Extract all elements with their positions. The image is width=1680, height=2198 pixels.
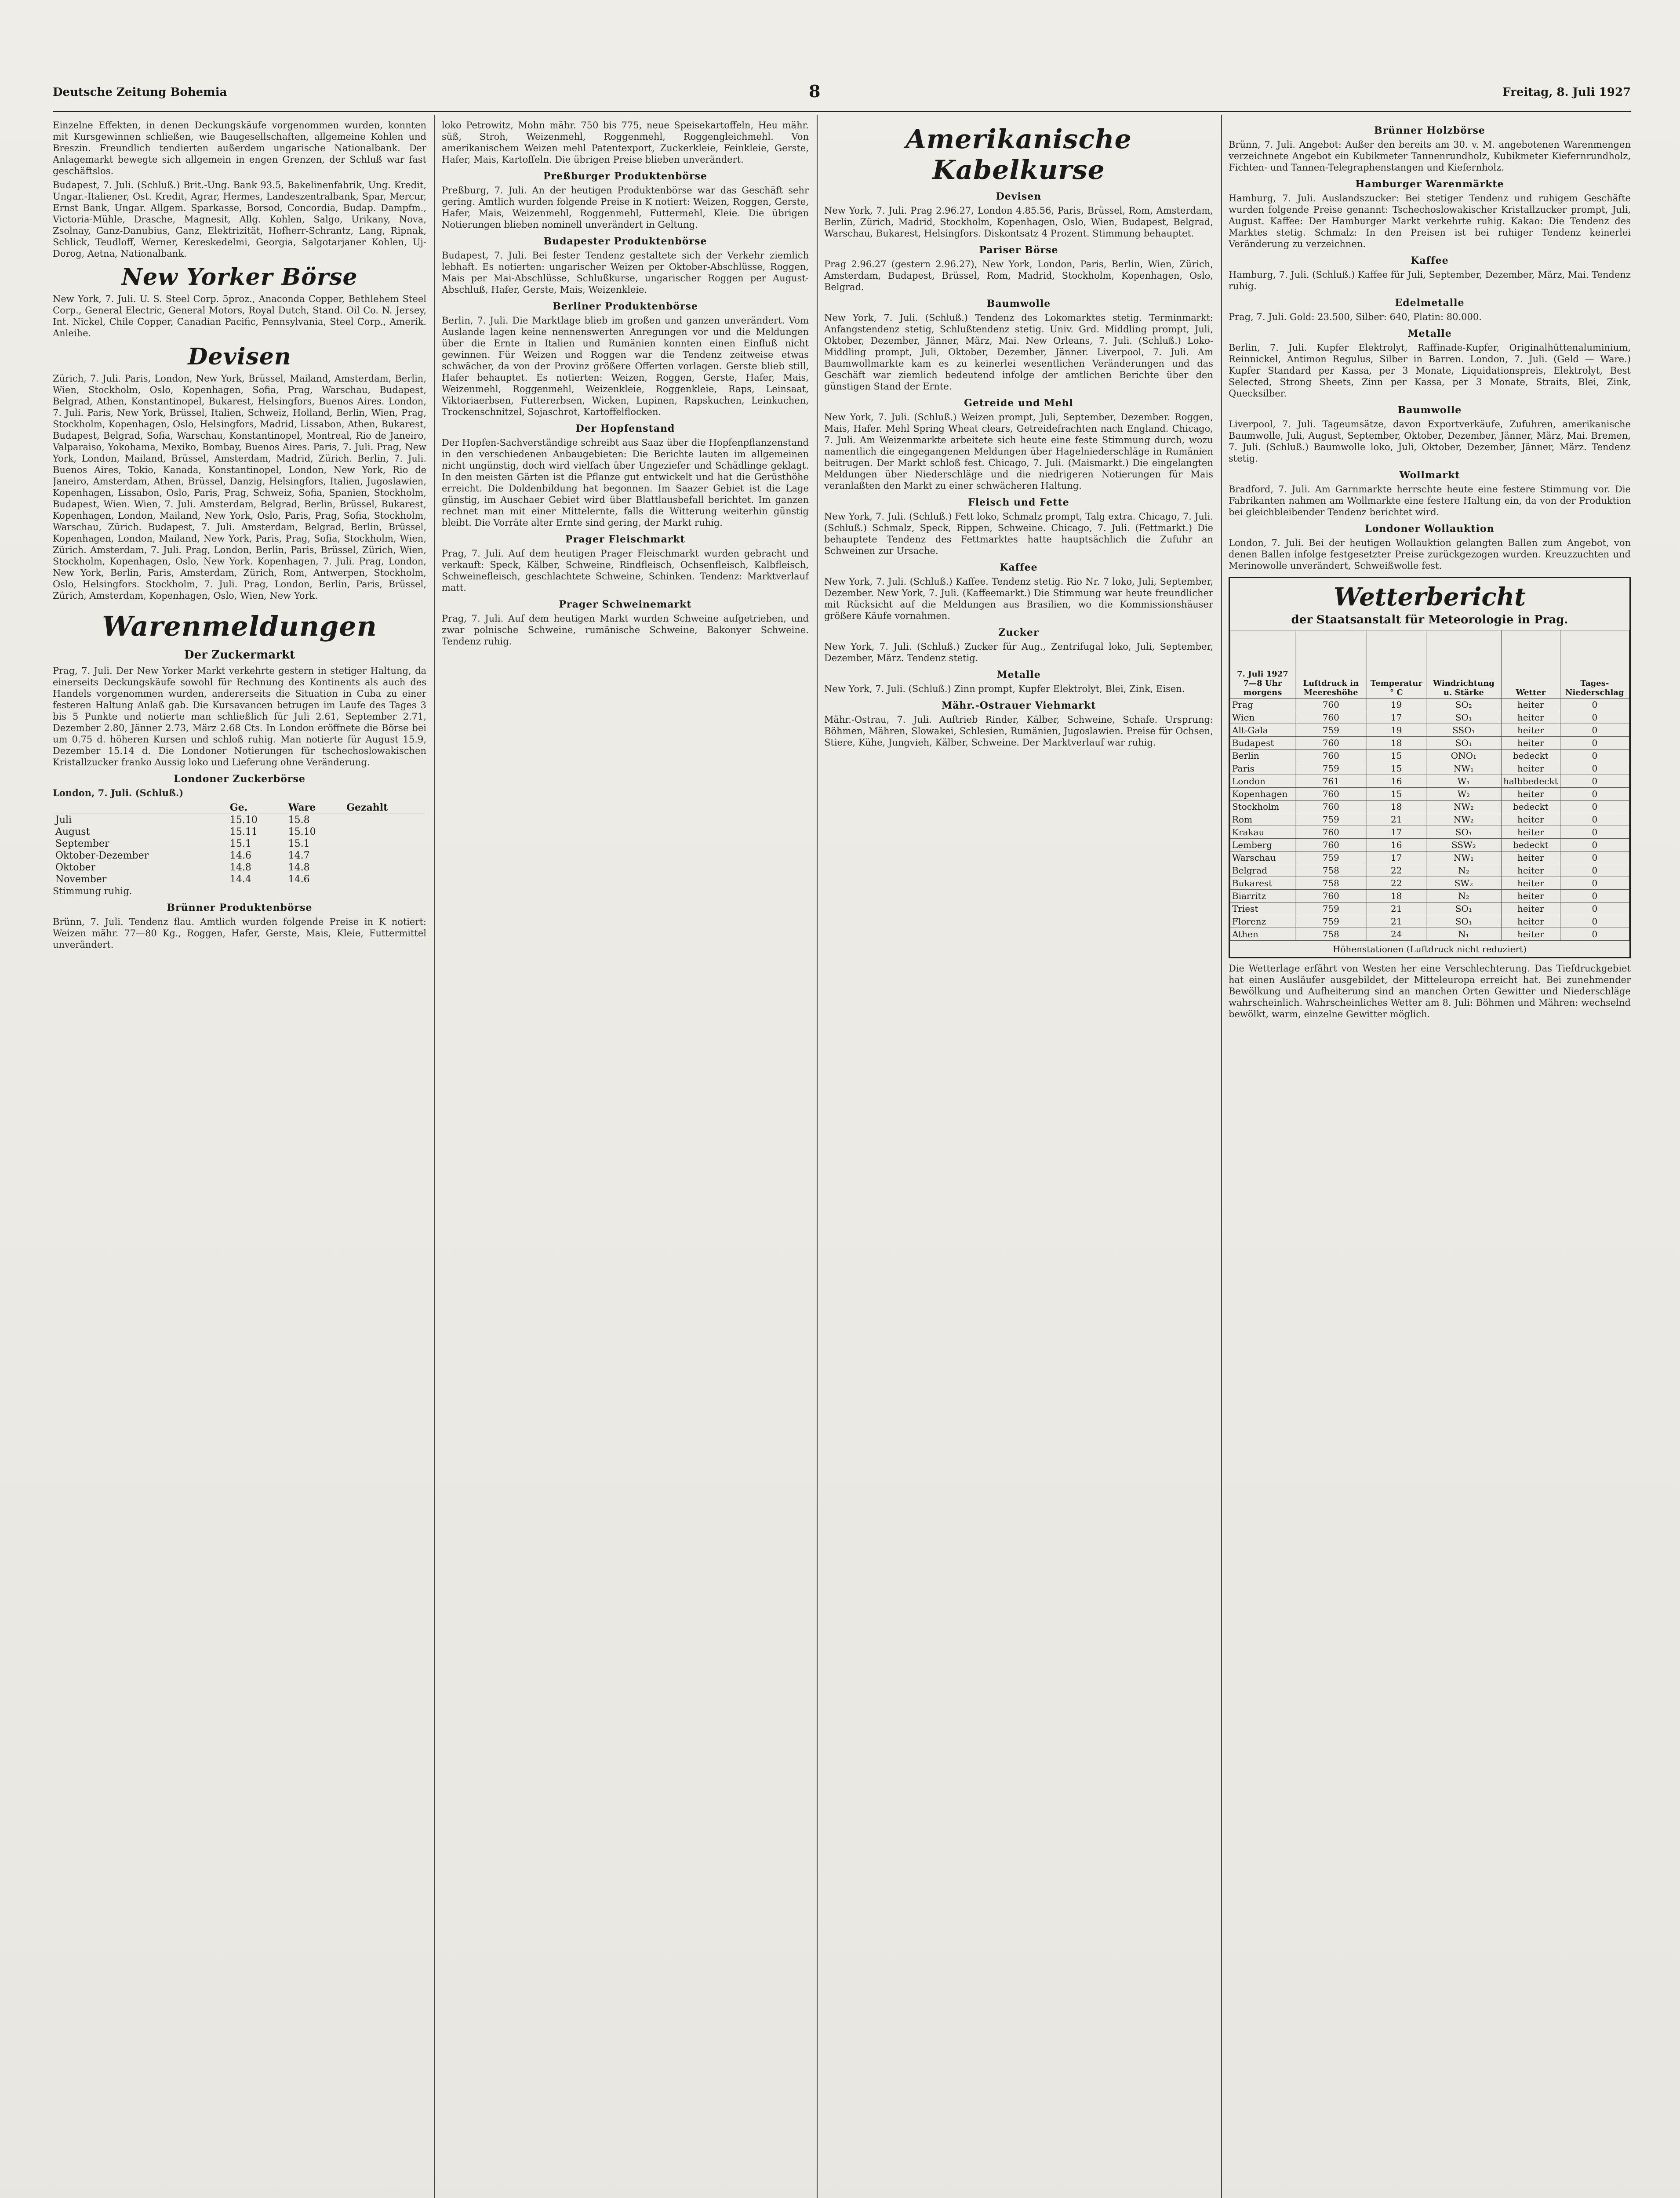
column-3 xyxy=(824,120,1213,2198)
table-header-row xyxy=(1230,630,1629,699)
table-cell: heiter xyxy=(1502,788,1560,801)
table-cell: W₁ xyxy=(1426,775,1501,788)
masthead-title: Deutsche Zeitung Bohemia xyxy=(53,86,227,99)
issue-date: Freitag, 8. Juli 1927 xyxy=(1502,86,1631,99)
article-text: Der Hopfen-Sachverständige schreibt aus Saaz über die Hopfenpflanzenstand in den verschiedenen Anbaugebieten: Die Berichte lauten im allgemeinen nicht ungünstig, doch wird vielfach über Ungeziefer und Schädlinge geklagt. In den meisten Gärten ist die Pflanze gut entwickelt und hat die Gerüsthöhe erreicht. Die Doldenbildung hat begonnen. Im Saazer Gebiet ist die Lage günstig, im Auschaer Gebiet wird über Blattlausbefall berichtet. Im ganzen rechnet man mit einer Mittelernte, falls die Witterung weiterhin günstig bleibt. Die Vorräte alter Ernte sind gering, der Markt ruhig. xyxy=(442,437,809,528)
table-cell: Warschau xyxy=(1230,852,1295,864)
section-heading: Amerikanische Kabelkurse xyxy=(905,124,1132,186)
table-row xyxy=(1230,877,1629,890)
table-cell: 15.10 xyxy=(229,815,258,826)
table-cell: 759 xyxy=(1295,724,1367,737)
subsection-heading: Zucker xyxy=(998,627,1039,638)
table-cell: 0 xyxy=(1560,813,1629,826)
table-cell: bedeckt xyxy=(1502,750,1560,762)
column-divider xyxy=(1221,115,1222,2198)
table-cell: 15.8 xyxy=(288,815,310,826)
table-cell: 17 xyxy=(1367,852,1426,864)
table-cell: 0 xyxy=(1560,890,1629,902)
article-text: Hamburg, 7. Juli. Auslandszucker: Bei stetiger Tendenz und ruhigem Geschäfte wurden folgende Preise genannt: Tschechoslowakischer Kristallzucker prompt, Juli, August. Kaffee: Der Hamburger Markt verkehrte ruhig. Kakao: Die Tendenz des Marktes stetig. Schmalz: In den Preisen ist bei ruhiger Tendenz keinerlei Veränderung zu verzeichnen. xyxy=(1229,193,1631,249)
table-cell: 0 xyxy=(1560,762,1629,775)
weather-report-box xyxy=(1229,577,1631,958)
table-row xyxy=(53,850,426,862)
subsection-heading: Pariser Börse xyxy=(979,244,1058,256)
table-row xyxy=(1230,890,1629,902)
table-cell: bedeckt xyxy=(1502,839,1560,852)
table-cell: 0 xyxy=(1560,826,1629,839)
article-text: Berlin, 7. Juli. Kupfer Elektrolyt, Raffinade-Kupfer, Originalhüttenaluminium, Reinnickel, Antimon Regulus, Silber in Barren. London, 7. Juli. (Geld — Ware.) Kupfer Standard per Kassa, per 3 Monate, Liquidationspreis, Elektrolyt, Best Selected, Strong Sheets, Zinn per Kassa, per 3 Monate, Straits, Blei, Zink, Quecksilber. xyxy=(1229,342,1631,399)
table-cell: 18 xyxy=(1367,890,1426,902)
table-row xyxy=(1230,711,1629,724)
table-cell: SW₂ xyxy=(1426,877,1501,890)
table-row xyxy=(1230,762,1629,775)
table-cell: 760 xyxy=(1295,788,1367,801)
subsection-heading: Baumwolle xyxy=(986,298,1051,309)
table-cell: 0 xyxy=(1560,737,1629,750)
table-cell: 19 xyxy=(1367,724,1426,737)
subsection-heading: Brünner Holzbörse xyxy=(1374,125,1485,136)
table-cell: 16 xyxy=(1367,775,1426,788)
table-cell: 760 xyxy=(1295,826,1367,839)
subsection-heading: Hamburger Warenmärkte xyxy=(1355,178,1504,190)
article-text: Prag, 7. Juli. Der New Yorker Markt verkehrte gestern in stetiger Haltung, da einerseits Deckungskäufe sowohl für Rechnung des Kontinents als auch des Handels vorgenommen wurden, andererseits die Situation in Cuba zu einer festeren Haltung Anlaß gab. Die Kursavancen betrugen im Laufe des Tages 3 bis 5 Punkte und notierte man schließlich für Juli 2.61, September 2.71, Dezember 2.80, Jänner 2.73, März 2.68 Cts. In London eröffnete die Börse bei um 0.75 d. höheren Kursen und schloß ruhig. Man notierte für August 15.9, Dezember 15.14 d. Die Londoner Notierungen für tschechoslowakischen Kristallzucker franko Aussig loko und Lieferung ohne Veränderung. xyxy=(53,666,426,768)
subsection-heading: Preßburger Produktenbörse xyxy=(543,171,708,182)
table-cell: Belgrad xyxy=(1230,864,1295,877)
table-row xyxy=(1230,915,1629,928)
table-cell: bedeckt xyxy=(1502,801,1560,813)
market-note: Stimmung ruhig. xyxy=(53,886,132,896)
table-row xyxy=(1230,724,1629,737)
weather-title: Wetterbericht xyxy=(1333,582,1526,611)
subsection-heading: Getreide und Mehl xyxy=(964,397,1073,409)
table-cell: 17 xyxy=(1367,711,1426,724)
table-cell: 758 xyxy=(1295,877,1367,890)
column-divider xyxy=(817,115,818,2198)
table-cell: heiter xyxy=(1502,890,1560,902)
table-cell: SO₂ xyxy=(1426,699,1501,711)
article-text: New York, 7. Juli. (Schluß.) Zinn prompt, Kupfer Elektrolyt, Blei, Zink, Eisen. xyxy=(824,684,1185,694)
table-cell: 0 xyxy=(1560,775,1629,788)
table-row xyxy=(53,862,426,873)
article-text: Zürich, 7. Juli. Paris, London, New York, Brüssel, Mailand, Amsterdam, Berlin, Wien, Stockholm, Oslo, Kopenhagen, Sofia, Prag, Warschau, Budapest, Belgrad, Athen, Konstantinopel, Bukarest, Helsingfors, Buenos Aires. London, 7. Juli. Paris, New York, Brüssel, Italien, Schweiz, Holland, Berlin, Wien, Prag, Stockholm, Kopenhagen, Oslo, Helsingfors, Madrid, Lissabon, Athen, Bukarest, Budapest, Belgrad, Sofia, Warschau, Konstantinopel, Montreal, Rio de Janeiro, Valparaiso, Yokohama, Mexiko, Bombay, Buenos Aires. Paris, 7. Juli. Prag, New York, London, Mailand, Brüssel, Amsterdam, Madrid, Zürich. Berlin, 7. Juli. Buenos Aires, Tokio, Kanada, Konstantinopel, London, New York, Rio de Janeiro, Amsterdam, Athen, Brüssel, Danzig, Helsingfors, Italien, Jugoslawien, Kopenhagen, Lissabon, Oslo, Paris, Prag, Schweiz, Sofia, Spanien, Stockholm, Budapest, Wien. Wien, 7. Juli. Amsterdam, Belgrad, Berlin, Brüssel, Bukarest, Kopenhagen, London, Mailand, New York, Oslo, Paris, Prag, Sofia, Stockholm, Warschau, Zürich. Budapest, 7. Juli. Amsterdam, Belgrad, Berlin, Brüssel, Kopenhagen, London, Mailand, New York, Paris, Prag, Sofia, Stockholm, Wien, Zürich. Amsterdam, 7. Juli. Prag, London, Berlin, Paris, Brüssel, Zürich, Wien, Stockholm, Kopenhagen, Oslo, New York. Kopenhagen, 7. Juli. Prag, London, New York, Berlin, Paris, Amsterdam, Zürich, Rom, Antwerpen, Stockholm, Oslo, Helsingfors. Stockholm, 7. Juli. Prag, London, Berlin, Paris, Brüssel, Zürich, Amsterdam, Kopenhagen, Oslo, Wien, New York. xyxy=(53,373,426,601)
table-cell: Florenz xyxy=(1230,915,1295,928)
table-row xyxy=(1230,737,1629,750)
table-cell: heiter xyxy=(1502,864,1560,877)
article-text: New York, 7. Juli. (Schluß.) Tendenz des Lokomarktes stetig. Terminmarkt: Anfangstendenz stetig, Schlußtendenz stetig. Univ. Grd. Middling prompt, Juli, Oktober, Dezember, Jänner, März, Mai. New Orleans, 7. Juli. (Schluß.) Loko-Middling prompt, Juli, Oktober, Dezember, Jänner. Liverpool, 7. Juli. Am Baumwollmarkte kam es zu keinerlei wesentlichen Veränderungen und das Geschäft war ziemlich bedeutend infolge der amtlichen Berichte über den günstigen Stand der Ernte. xyxy=(824,313,1213,392)
article-text: Prag 2.96.27 (gestern 2.96.27), New York, London, Paris, Berlin, Wien, Zürich, Amsterdam, Budapest, Brüssel, Rom, Madrid, Stockholm, Kopenhagen, Oslo, Belgrad. xyxy=(824,259,1213,292)
table-cell: 21 xyxy=(1367,813,1426,826)
article-text: New York, 7. Juli. (Schluß.) Kaffee. Tendenz stetig. Rio Nr. 7 loko, Juli, September, Dezember. New York, 7. Juli. (Kaffeemarkt.) Die Stimmung war heute freundlicher mit Rücksicht auf die Meldungen aus Brasilien, wo die Kommissionshäuser größere Käufe vornahmen. xyxy=(824,576,1213,621)
column-1 xyxy=(53,120,426,2198)
table-row xyxy=(1230,813,1629,826)
table-cell: 760 xyxy=(1295,737,1367,750)
table-cell: SSO₁ xyxy=(1426,724,1501,737)
article-text: New York, 7. Juli. (Schluß.) Zucker für Aug., Zentrifugal loko, Juli, September, Dezember, März. Tendenz stetig. xyxy=(824,641,1213,663)
weather-forecast-text: Die Wetterlage erfährt von Westen her eine Verschlechterung. Das Tiefdruckgebiet hat einen Ausläufer ausgebildet, der Mitteleuropa erreicht hat. Bei zunehmender Bewölkung und Aufheiterung sind an manchen Orten Gewitter und Niederschläge wahrscheinlich. Wahrscheinliches Wetter am 8. Juli: Böhmen und Mähren: wechselnd bewölkt, warm, einzelne Gewitter möglich. xyxy=(1229,963,1631,1019)
table-cell: Bukarest xyxy=(1230,877,1295,890)
table-cell: November xyxy=(55,874,107,885)
table-row xyxy=(53,873,426,885)
article-text: Budapest, 7. Juli. (Schluß.) Brit.-Ung. Bank 93.5, Bakelinenfabrik, Ung. Kredit, Ungar.-Italiener, Ost. Kredit, Agrar, Hermes, Landeszentralbank, Spar, Mercur, Ernst Bank, Ungar. Allgem. Sparkasse, Borsod, Concordia, Budap. Dampfm., Victoria-Mühle, Drasche, Magnesit, Allg. Kohlen, Salgo, Urikany, Nova, Zsolnay, Ganz-Danubius, Ganz, Elektrizität, Hofherr-Schrantz, Lang, Ripnak, Schlick, Teudloff, Werner, Kereskedelmi, Georgia, Salgotarjaner Kohlen, Uj-Dorog, Aetna, Nationalbank. xyxy=(53,180,426,259)
table-cell: 18 xyxy=(1367,801,1426,813)
section-heading: New Yorker Börse xyxy=(121,264,358,291)
table-cell: 759 xyxy=(1295,762,1367,775)
table-cell: Paris xyxy=(1230,762,1295,775)
section-heading: Devisen xyxy=(188,343,291,370)
table-cell: Juli xyxy=(55,815,72,826)
table-cell: NW₁ xyxy=(1426,762,1501,775)
subsection-heading: Kaffee xyxy=(1000,562,1038,573)
table-cell: Wien xyxy=(1230,711,1295,724)
page-number: 8 xyxy=(809,81,821,101)
table-cell: Stockholm xyxy=(1230,801,1295,813)
table-cell: heiter xyxy=(1502,826,1560,839)
table-cell: heiter xyxy=(1502,711,1560,724)
table-cell: 761 xyxy=(1295,775,1367,788)
table-header-cell: Tages-Niederschlag xyxy=(1560,630,1629,699)
weather-table xyxy=(1230,630,1629,941)
table-row xyxy=(1230,788,1629,801)
table-cell: 0 xyxy=(1560,915,1629,928)
article-text: Berlin, 7. Juli. Die Marktlage blieb im großen und ganzen unverändert. Vom Auslande lagen keine nennenswerten Anregungen vor und die Meldungen über die Ernte in Italien und Rumänien konnten einen Einfluß nicht gewinnen. Für Weizen und Roggen war die Tendenz zeitweise etwas schwächer, da von der Provinz größere Offerten vorlagen. Gerste blieb still, Hafer behauptet. Es notierten: Weizen, Roggen, Gerste, Hafer, Mais, Weizenmehl, Roggenmehl, Weizenkleie, Roggenkleie, Raps, Leinsaat, Viktoriaerbsen, Futtererbsen, Wicken, Lupinen, Rapskuchen, Leinkuchen, Trockenschnitzel, Sojaschrot, Kartoffelflocken. xyxy=(442,315,809,417)
table-cell: SO₁ xyxy=(1426,826,1501,839)
table-cell: SSW₂ xyxy=(1426,839,1501,852)
table-cell: 760 xyxy=(1295,711,1367,724)
subsection-heading: Metalle xyxy=(1407,328,1452,339)
table-row xyxy=(53,814,426,826)
table-cell: 24 xyxy=(1367,928,1426,941)
article-text: Budapest, 7. Juli. Bei fester Tendenz gestaltete sich der Verkehr ziemlich lebhaft. Es notierten: ungarischer Weizen per Oktober-Abschlüsse, Roggen, Mais per Mai-Abschlüsse, Schlußkurse, ungarischer Roggen per August-Abschluß, Hafer, Gerste, Mais, Weizenkleie. xyxy=(442,250,809,295)
table-row xyxy=(1230,864,1629,877)
table-cell: heiter xyxy=(1502,902,1560,915)
article-text: New York, 7. Juli. U. S. Steel Corp. 5proz., Anaconda Copper, Bethlehem Steel Corp., General Electric, General Motors, Royal Dutch, Stand. Oil Co. N. Jersey, Int. Nickel, Chile Copper, Canadian Pacific, Pennsylvania, Steel Corp., Amerik. Anleihe. xyxy=(53,294,426,338)
table-cell: 760 xyxy=(1295,890,1367,902)
table-cell: N₂ xyxy=(1426,864,1501,877)
table-cell: 759 xyxy=(1295,813,1367,826)
table-row xyxy=(1230,826,1629,839)
table-cell: 15.10 xyxy=(288,826,316,837)
table-cell: Krakau xyxy=(1230,826,1295,839)
table-row xyxy=(1230,839,1629,852)
article-text: Brünn, 7. Juli. Angebot: Außer den bereits am 30. v. M. angebotenen Warenmengen verzeichnete Angebot ein Kubikmeter Tannenrundholz, Kubikmeter Kiefernrundholz, Fichten- und Tannen-Telegraphenstangen und Kiefernholz. xyxy=(1229,139,1631,173)
table-cell: Athen xyxy=(1230,928,1295,941)
table-cell: heiter xyxy=(1502,877,1560,890)
table-header-cell: Ge. xyxy=(227,801,286,814)
table-cell: 0 xyxy=(1560,839,1629,852)
article-text: Preßburg, 7. Juli. An der heutigen Produktenbörse war das Geschäft sehr gering. Amtlich wurden folgende Preise in K notiert: Weizen, Roggen, Gerste, Hafer, Mais, Weizenmehl, Roggenmehl, Futtermehl, Kleie. Die übrigen Notierungen blieben nominell unverändert in Geltung. xyxy=(442,185,809,230)
table-cell: heiter xyxy=(1502,724,1560,737)
table-cell: 15 xyxy=(1367,750,1426,762)
subsection-heading: Prager Schweinemarkt xyxy=(559,599,692,610)
table-row xyxy=(1230,852,1629,864)
weather-time: 7—8 Uhr morgens xyxy=(1243,679,1282,697)
subsection-heading: Prager Fleischmarkt xyxy=(565,534,685,545)
table-row xyxy=(53,826,426,838)
article-text: Einzelne Effekten, in denen Deckungskäufe vorgenommen wurden, konnten mit Kursgewinnen schließen, wie Baugesellschaften, allgemeine Kohlen und Breszin. Freundlich tendierten außerdem ungarische Nationalbank. Der Anlagemarkt bewegte sich allgemein in engen Grenzen, der Schluß war fast geschäftslos. xyxy=(53,120,426,176)
table-cell: Lemberg xyxy=(1230,839,1295,852)
table-cell: SO₁ xyxy=(1426,902,1501,915)
subsection-heading: Londoner Wollauktion xyxy=(1365,523,1495,535)
table-cell: 19 xyxy=(1367,699,1426,711)
table-row xyxy=(1230,750,1629,762)
table-cell: 0 xyxy=(1560,801,1629,813)
article-text: loko Petrowitz, Mohn mähr. 750 bis 775, neue Speisekartoffeln, Heu mähr. süß, Stroh, Weizenmehl, Roggenmehl, Roggengleichmehl. Von amerikanischem Weizen mehl Patentexport, Zuckerkleie, Feinkleie, Gerste, Hafer, Mais, Kartoffeln. Die übrigen Preise blieben unverändert. xyxy=(442,120,809,165)
table-cell: ONO₁ xyxy=(1426,750,1501,762)
table-header-cell xyxy=(53,801,227,814)
table-cell: N₁ xyxy=(1426,928,1501,941)
table-cell: Rom xyxy=(1230,813,1295,826)
table-header-cell: Temperatur ° C xyxy=(1367,630,1426,699)
table-cell: 15 xyxy=(1367,762,1426,775)
table-cell: heiter xyxy=(1502,928,1560,941)
subsection-heading: Metalle xyxy=(996,669,1041,681)
table-cell: 15.11 xyxy=(229,826,258,837)
table-cell: 14.7 xyxy=(288,850,310,861)
table-cell: Kopenhagen xyxy=(1230,788,1295,801)
table-cell: SO₁ xyxy=(1426,915,1501,928)
subsection-heading: Mähr.-Ostrauer Viehmarkt xyxy=(941,700,1096,711)
table-cell: heiter xyxy=(1502,762,1560,775)
table-row xyxy=(1230,928,1629,941)
table-cell: 760 xyxy=(1295,839,1367,852)
table-cell: N₂ xyxy=(1426,890,1501,902)
table-cell: 0 xyxy=(1560,750,1629,762)
subsection-heading: Berliner Produktenbörse xyxy=(553,301,698,312)
table-cell: SO₁ xyxy=(1426,737,1501,750)
dateline: London, 7. Juli. (Schluß.) xyxy=(53,787,184,798)
table-cell: 18 xyxy=(1367,737,1426,750)
column-divider xyxy=(434,115,435,2198)
table-cell: Prag xyxy=(1230,699,1295,711)
article-text: New York, 7. Juli. (Schluß.) Fett loko, Schmalz prompt, Talg extra. Chicago, 7. Juli. (Schluß.) Schmalz, Speck, Rippen, Schweine. Chicago, 7. Juli. (Fettmarkt.) Die behauptete Tendenz des Fettmarktes hatte hauptsächlich die Zufuhr an Schweinen zur Ursache. xyxy=(824,511,1213,556)
table-cell: September xyxy=(55,838,109,849)
article-text: Mähr.-Ostrau, 7. Juli. Auftrieb Rinder, Kälber, Schweine, Schafe. Ursprung: Böhmen, Mähren, Slowakei, Schlesien, Rumänien, Jugoslawien. Preise für Ochsen, Stiere, Kühe, Jungvieh, Kälber, Schweine. Der Marktverlauf war ruhig. xyxy=(824,714,1213,748)
subsection-heading: Londoner Zuckerbörse xyxy=(174,773,305,785)
table-cell: 22 xyxy=(1367,864,1426,877)
table-cell: Biarritz xyxy=(1230,890,1295,902)
sugar-price-table xyxy=(53,801,426,885)
table-cell: SO₁ xyxy=(1426,711,1501,724)
table-cell: NW₂ xyxy=(1426,801,1501,813)
table-cell: Alt-Gala xyxy=(1230,724,1295,737)
table-cell: 0 xyxy=(1560,852,1629,864)
table-cell: 758 xyxy=(1295,864,1367,877)
article-text: Bradford, 7. Juli. Am Garnmarkte herrschte heute eine festere Stimmung vor. Die Fabrikanten nahmen am Wollmarkte eine festere Haltung ein, da von der Produktion bei gleichbleibender Tendenz berichtet wird. xyxy=(1229,484,1631,517)
subsection-heading: Baumwolle xyxy=(1397,404,1462,416)
table-cell: NW₂ xyxy=(1426,813,1501,826)
column-4 xyxy=(1229,120,1631,2198)
table-cell: heiter xyxy=(1502,737,1560,750)
article-text: Prag, 7. Juli. Auf dem heutigen Prager Fleischmarkt wurden gebracht und verkauft: Speck, Kälber, Schweine, Rindfleisch, Ochsenfleisch, Kalbfleisch, Schweinefleisch, geschlachtete Schweine, Schinken. Tendenz: Marktverlauf matt. xyxy=(442,548,809,593)
table-cell: 14.6 xyxy=(288,874,310,885)
table-cell: 14.6 xyxy=(229,850,251,861)
table-cell: Oktober xyxy=(55,862,96,873)
table-cell: W₂ xyxy=(1426,788,1501,801)
table-cell: 16 xyxy=(1367,839,1426,852)
subsection-heading: Edelmetalle xyxy=(1395,297,1465,309)
table-cell: 758 xyxy=(1295,928,1367,941)
table-cell: Triest xyxy=(1230,902,1295,915)
table-cell: 759 xyxy=(1295,902,1367,915)
table-row xyxy=(1230,902,1629,915)
table-cell: 15 xyxy=(1367,788,1426,801)
weather-date: 7. Juli 1927 xyxy=(1237,670,1288,679)
running-head xyxy=(53,81,1631,108)
article-text: Prag, 7. Juli. Auf dem heutigen Markt wurden Schweine aufgetrieben, und zwar polnische Schweine, rumänische Schweine, Bakonyer Schweine. Tendenz ruhig. xyxy=(442,613,809,647)
table-header-row xyxy=(53,801,426,814)
table-header-cell: Wetter xyxy=(1502,630,1560,699)
table-cell: halbbedeckt xyxy=(1502,775,1560,788)
subsection-heading: Budapester Produktenbörse xyxy=(543,236,707,247)
subsection-heading: Der Zuckermarkt xyxy=(184,648,295,662)
table-cell: 0 xyxy=(1560,864,1629,877)
table-cell: 14.8 xyxy=(229,862,251,873)
table-cell: heiter xyxy=(1502,699,1560,711)
table-cell: heiter xyxy=(1502,915,1560,928)
subsection-heading: Devisen xyxy=(996,191,1042,202)
table-cell: 17 xyxy=(1367,826,1426,839)
table-cell: 22 xyxy=(1367,877,1426,890)
table-cell: London xyxy=(1230,775,1295,788)
table-cell: 0 xyxy=(1560,877,1629,890)
weather-subtitle: der Staatsanstalt für Meteorologie in Prag. xyxy=(1291,613,1568,626)
table-header-cell: Luftdruck in Meereshöhe xyxy=(1295,630,1367,699)
table-header-cell: Windrichtung u. Stärke xyxy=(1426,630,1501,699)
table-cell: Berlin xyxy=(1230,750,1295,762)
subsection-heading: Fleisch und Fette xyxy=(968,497,1069,508)
table-cell: heiter xyxy=(1502,852,1560,864)
table-cell: heiter xyxy=(1502,813,1560,826)
subsection-heading: Der Hopfenstand xyxy=(575,423,675,434)
table-cell: 760 xyxy=(1295,699,1367,711)
table-header-cell xyxy=(1230,630,1295,699)
table-cell: 21 xyxy=(1367,915,1426,928)
table-row xyxy=(1230,801,1629,813)
table-cell: 760 xyxy=(1295,750,1367,762)
article-text: Hamburg, 7. Juli. (Schluß.) Kaffee für Juli, September, Dezember, März, Mai. Tendenz ruhig. xyxy=(1229,269,1631,291)
table-cell: 15.1 xyxy=(229,838,251,849)
article-text: Liverpool, 7. Juli. Tageumsätze, davon Exportverkäufe, Zufuhren, amerikanische Baumwolle, Juli, August, September, Oktober, Dezember, Jänner, März, Mai. Bremen, 7. Juli. (Schluß.) Baumwolle loko, Juli, Oktober, Dezember, Jänner, März. Tendenz stetig. xyxy=(1229,419,1631,464)
table-cell: Oktober-Dezember xyxy=(55,850,149,861)
article-text: Brünn, 7. Juli. Tendenz flau. Amtlich wurden folgende Preise in K notiert: Weizen mähr. 77—80 Kg., Roggen, Hafer, Gerste, Mais, Kleie, Futtermittel unverändert. xyxy=(53,917,426,950)
subsection-heading: Wollmarkt xyxy=(1399,469,1460,481)
subsection-heading: Kaffee xyxy=(1411,255,1449,266)
table-cell: 14.4 xyxy=(229,874,251,885)
table-cell: Budapest xyxy=(1230,737,1295,750)
table-cell: 759 xyxy=(1295,852,1367,864)
table-cell: 0 xyxy=(1560,902,1629,915)
table-row xyxy=(1230,699,1629,711)
table-cell: 760 xyxy=(1295,801,1367,813)
table-header-cell: Ware xyxy=(286,801,344,814)
table-row xyxy=(53,838,426,850)
section-heading: Warenmeldungen xyxy=(102,610,377,642)
table-cell: 0 xyxy=(1560,788,1629,801)
table-cell: 0 xyxy=(1560,699,1629,711)
table-cell: 759 xyxy=(1295,915,1367,928)
article-text: London, 7. Juli. Bei der heutigen Wollauktion gelangten Ballen zum Angebot, von denen Ballen infolge festgesetzter Preise zurückgezogen wurden. Kreuzzuchten und Merinowolle unverändert, Schweißwolle fest. xyxy=(1229,538,1631,571)
table-cell: 21 xyxy=(1367,902,1426,915)
table-cell: 0 xyxy=(1560,928,1629,941)
subsection-heading: Brünner Produktenbörse xyxy=(167,902,313,913)
article-text: New York, 7. Juli. Prag 2.96.27, London 4.85.56, Paris, Brüssel, Rom, Amsterdam, Berlin, Zürich, Madrid, Stockholm, Kopenhagen, Oslo, Wien, Budapest, Belgrad, Warschau, Bukarest, Helsingfors. Diskontsatz 4 Prozent. Stimmung behauptet. xyxy=(824,205,1213,239)
table-header-cell: Gezahlt xyxy=(344,801,426,814)
table-cell: 0 xyxy=(1560,711,1629,724)
table-cell: 14.8 xyxy=(288,862,310,873)
article-text: Prag, 7. Juli. Gold: 23.500, Silber: 640, Platin: 80.000. xyxy=(1229,312,1482,322)
table-row xyxy=(1230,775,1629,788)
article-text: New York, 7. Juli. (Schluß.) Weizen prompt, Juli, September, Dezember. Roggen, Mais, Hafer. Mehl Spring Wheat clears, Getreidefrachten nach England. Chicago, 7. Juli. Am Weizenmarkte arbeitete sich heute eine feste Stimmung durch, wozu namentlich die eingegangenen Meldungen über Hagelniederschläge in Rumänien beitrugen. Der Markt schloß fest. Chicago, 7. Juli. (Maismarkt.) Die eingelangten Meldungen über Niederschläge und die niedrigeren Notierungen für Mais veranlaßten den Markt zu einer schwächeren Haltung. xyxy=(824,412,1213,491)
column-2 xyxy=(442,120,809,2198)
table-cell: 15.1 xyxy=(288,838,310,849)
table-cell: NW₁ xyxy=(1426,852,1501,864)
header-rule xyxy=(53,111,1631,112)
table-cell: August xyxy=(55,826,90,837)
weather-footnote: Höhenstationen (Luftdruck nicht reduziert) xyxy=(1230,941,1629,957)
table-cell: 0 xyxy=(1560,724,1629,737)
